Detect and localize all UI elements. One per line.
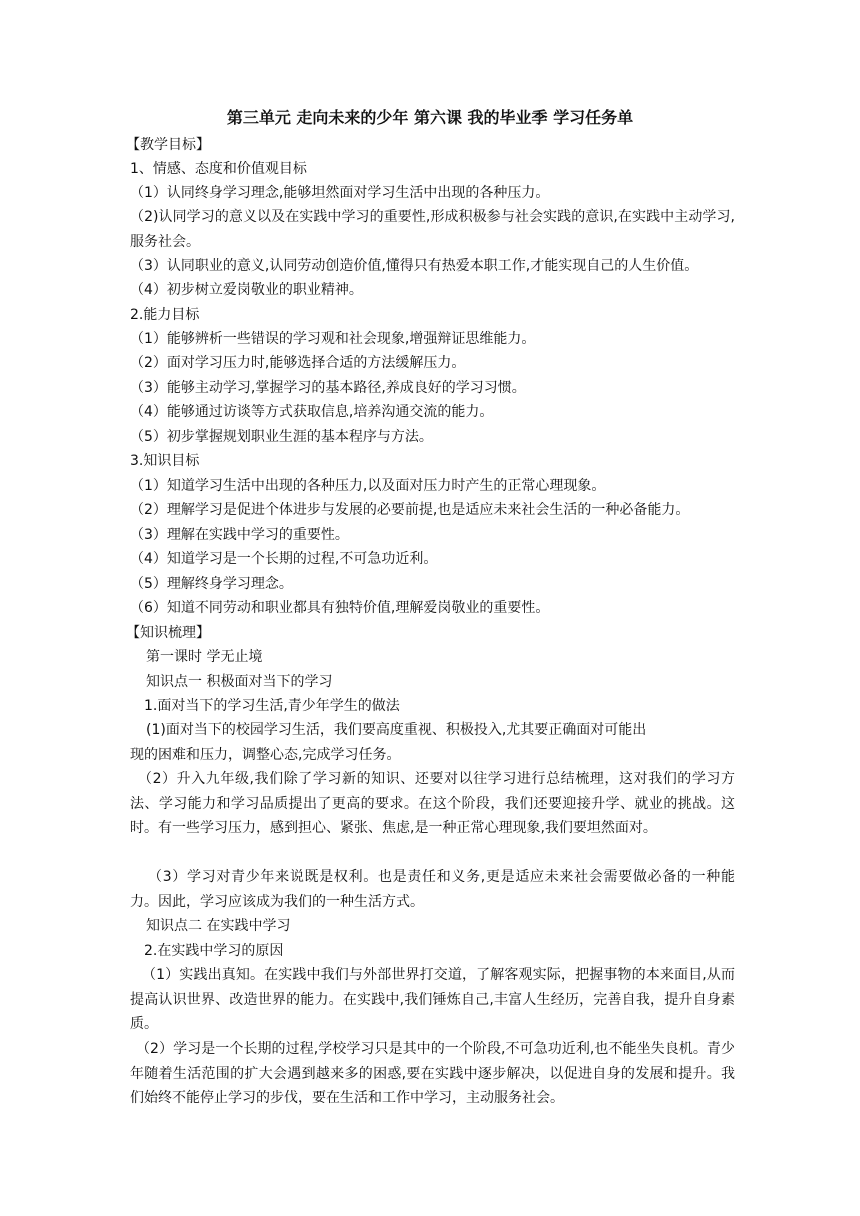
goal2-item: （3）能够主动学习,掌握学习的基本路径,养成良好的学习习惯。 <box>130 380 526 396</box>
question-heading: 1.面对当下的学习生活,青少年学生的做法 <box>144 698 400 714</box>
paragraph-line: 现的困难和压力，调整心态,完成学习任务。 <box>130 747 401 763</box>
goal2-item: （5）初步掌握规划职业生涯的基本程序与方法。 <box>130 429 433 445</box>
goal3-item: （4）知道学习是一个长期的过程,不可急功近利。 <box>130 551 438 567</box>
section-heading-goals: 【教学目标】 <box>126 137 210 153</box>
goal3-item: （2）理解学习是促进个体进步与发展的必要前提,也是适应未来社会生活的一种必备能力。 <box>130 502 690 518</box>
goal3-item: （3）理解在实践中学习的重要性。 <box>130 527 349 543</box>
goal-heading-1: 1、情感、态度和价值观目标 <box>130 161 307 177</box>
paragraph-line: (1)面对当下的校园学习生活，我们要高度重视、积极投入,尤其要正确面对可能出 <box>146 722 647 738</box>
goal-heading-2: 2.能力目标 <box>130 307 200 323</box>
goal3-item: （5）理解终身学习理念。 <box>130 576 293 592</box>
goal1-item: （3）认同职业的意义,认同劳动创造价值,懂得只有热爱本职工作,才能实现自己的人生价值。 <box>130 258 699 274</box>
goal3-item: （1）知道学习生活中出现的各种压力,以及面对压力时产生的正常心理现象。 <box>130 478 606 494</box>
paragraph: （2）升入九年级,我们除了学习新的知识、还要对以往学习进行总结梳理，这对我们的学习方法、学习能力和学习品质提出了更高的要求。在这个阶段，我们还要迎接升学、就业的挑战。这时。有一些学习压力，感到担心、紧张、焦虑,是一种正常心理现象,我们要坦然面对。 <box>130 771 735 836</box>
goal1-item: （2)认同学习的意义以及在实践中学习的重要性,形成积极参与社会实践的意识,在实践中主动学习,服务社会。 <box>130 209 735 250</box>
goal2-item: （1）能够辨析一些错误的学习观和社会现象,增强辩证思维能力。 <box>130 331 536 347</box>
goal2-item: （4）能够通过访谈等方式获取信息,培养沟通交流的能力。 <box>130 404 494 420</box>
knowledge-point-heading: 知识点一 积极面对当下的学习 <box>146 674 333 690</box>
lesson-heading: 第一课时 学无止境 <box>146 649 263 665</box>
question-heading: 2.在实践中学习的原因 <box>144 943 284 959</box>
goal1-item: （4）初步树立爱岗敬业的职业精神。 <box>130 282 363 298</box>
paragraph: （2）学习是一个长期的过程,学校学习只是其中的一个阶段,不可急功近利,也不能坐失良机。青少年随着生活范围的扩大会遇到越来多的困惑,要在实践中逐步解决，以促进自身的发展和提升。我们始终不能停止学习的步伐，要在生活和工作中学习，主动服务社会。 <box>130 1041 735 1106</box>
goal1-item: （1）认同终身学习理念,能够坦然面对学习生活中出现的各种压力。 <box>130 185 550 201</box>
goal-heading-3: 3.知识目标 <box>130 453 200 469</box>
knowledge-point-heading: 知识点二 在实践中学习 <box>146 918 291 934</box>
paragraph: （1）实践出真知。在实践中我们与外部世界打交道，了解客观实际，把握事物的本来面目,从而提高认识世界、改造世界的能力。在实践中,我们锤炼自己,丰富人生经历，完善自我，提升自身素质。 <box>130 967 735 1032</box>
section-heading-knowledge: 【知识梳理】 <box>126 625 210 641</box>
page-title: 第三单元 走向未来的少年 第六课 我的毕业季 学习任务单 <box>226 108 634 127</box>
paragraph: （3）学习对青少年来说既是权利。也是责任和义务,更是适应未来社会需要做必备的一种能力。因此，学习应该成为我们的一种生活方式。 <box>130 869 735 910</box>
goal3-item: （6）知道不同劳动和职业都具有独特价值,理解爱岗敬业的重要性。 <box>130 600 550 616</box>
goal2-item: （2）面对学习压力时,能够选择合适的方法缓解压力。 <box>130 355 466 371</box>
